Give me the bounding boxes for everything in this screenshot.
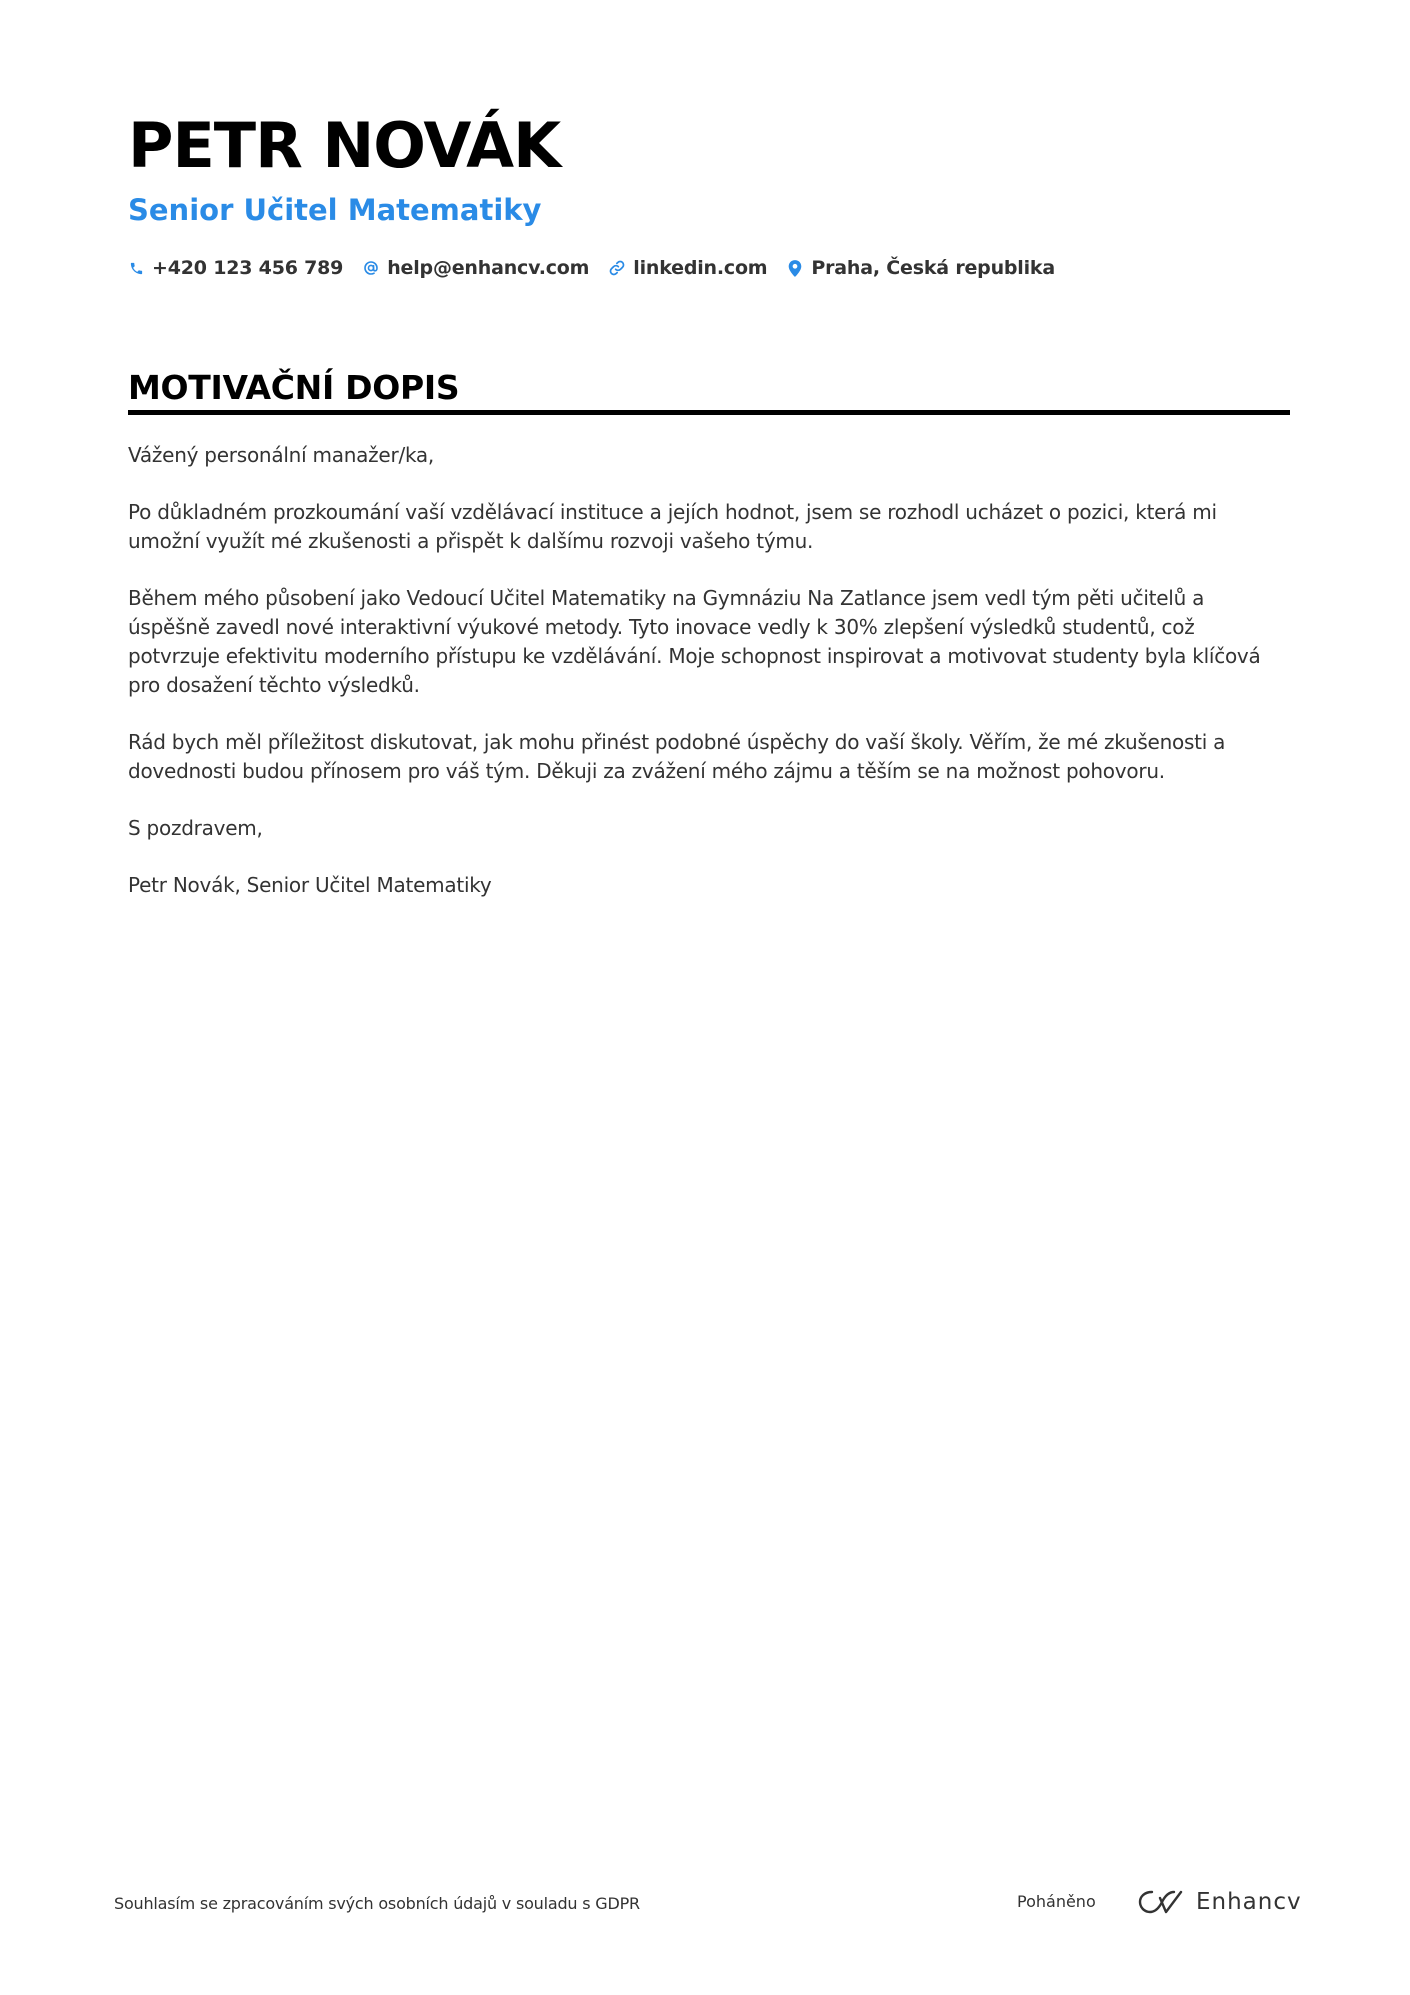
at-icon xyxy=(363,259,379,277)
contact-location xyxy=(787,257,1055,279)
letter-paragraph: Během mého působení jako Vedoucí Učitel Matematiky na Gymnáziu Na Zatlance jsem vedl tým pěti učitelů a úspěšně zavedl nové interaktivní výukové metody. Tyto inovace vedly k 30% zlepšení výsledků studentů, což potvrzuje efektivitu moderního přístupu ke vzdělávání. Moje schopnost inspirovat a motivovat studenty byla klíčová pro dosažení těchto výsledků. xyxy=(128,586,1261,697)
phone-icon xyxy=(128,259,144,277)
contact-linkedin-text: linkedin.com xyxy=(633,257,768,279)
link-icon xyxy=(609,259,625,277)
enhancv-brand xyxy=(1138,1886,1302,1918)
applicant-job-title: Senior Učitel Matematiky xyxy=(128,193,542,227)
contact-phone xyxy=(128,257,343,279)
letter-paragraph: Rád bych měl příležitost diskutovat, jak mohu přinést podobné úspěchy do vaší školy. Věřím, že mé zkušenosti a dovednosti budou přínosem pro váš tým. Děkuji za zvážení mého zájmu a těším se na možnost pohovoru. xyxy=(128,730,1226,783)
enhancv-logo-icon xyxy=(1138,1888,1184,1916)
location-pin-icon xyxy=(787,259,803,277)
section-heading: MOTIVAČNÍ DOPIS xyxy=(128,368,460,407)
contact-linkedin xyxy=(609,257,767,279)
contact-email xyxy=(363,257,589,279)
letter-signature: Petr Novák, Senior Učitel Matematiky xyxy=(128,873,492,897)
section-divider xyxy=(128,410,1290,415)
contact-location-text: Praha, Česká republika xyxy=(811,257,1055,279)
contact-phone-text: +420 123 456 789 xyxy=(152,257,344,279)
powered-by-label: Poháněno xyxy=(1017,1892,1096,1911)
letter-body xyxy=(128,441,1290,928)
letter-greeting: Vážený personální manažer/ka, xyxy=(128,443,435,467)
contact-info xyxy=(128,252,1055,284)
gdpr-consent-text: Souhlasím se zpracováním svých osobních údajů v souladu s GDPR xyxy=(114,1894,640,1913)
enhancv-brand-name: Enhancv xyxy=(1196,1889,1302,1915)
letter-paragraph: Po důkladném prozkoumání vaší vzdělávací instituce a jejích hodnot, jsem se rozhodl ucházet o pozici, která mi umožní využít mé zkušenosti a přispět k dalšímu rozvoji vašeho týmu. xyxy=(128,500,1217,553)
letter-closing: S pozdravem, xyxy=(128,816,263,840)
contact-email-text: help@enhancv.com xyxy=(387,257,590,279)
applicant-name: PETR NOVÁK xyxy=(128,109,561,182)
